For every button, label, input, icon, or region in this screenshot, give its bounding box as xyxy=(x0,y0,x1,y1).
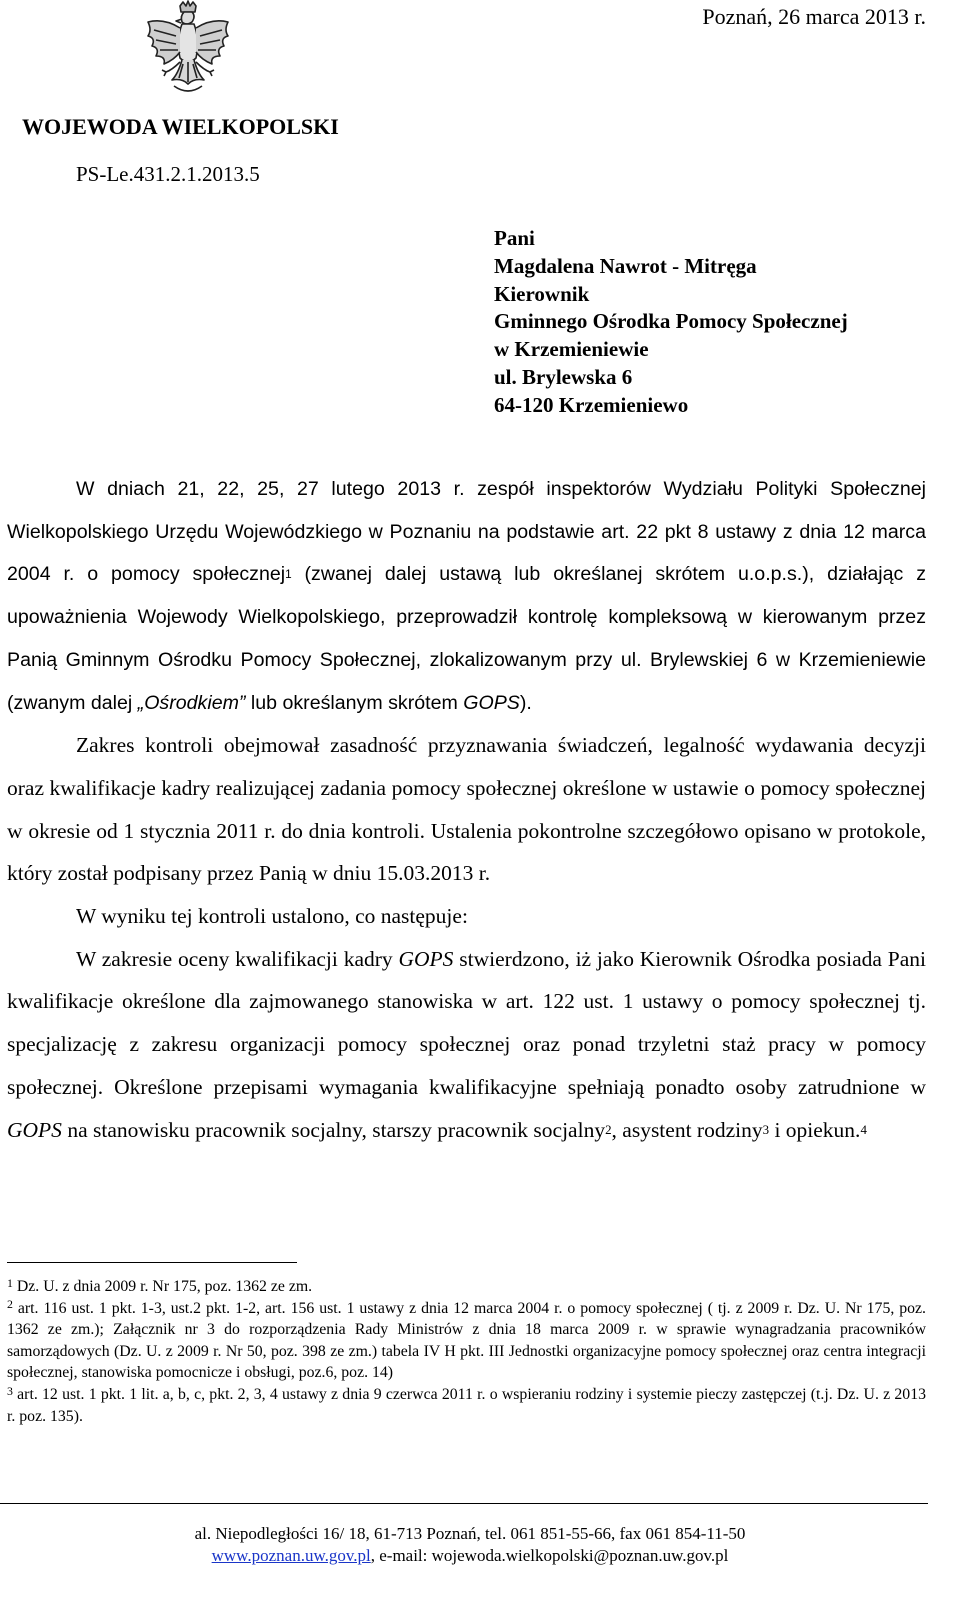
addressee-line: Magdalena Nawrot - Mitręga xyxy=(494,253,757,278)
footer-divider xyxy=(0,1503,928,1504)
letter-date: Poznań, 26 marca 2013 r. xyxy=(702,4,926,29)
term-osrodek: „Ośrodkiem” xyxy=(137,691,246,714)
paragraph-findings-intro: W wyniku tej kontroli ustalono, co następuje: xyxy=(76,904,468,929)
footnote-ref: 2 xyxy=(605,1122,612,1137)
reference-number: PS-Le.431.2.1.2013.5 xyxy=(76,162,260,186)
footnote-ref: 4 xyxy=(860,1122,867,1137)
footnote-ref: 1 xyxy=(285,568,292,582)
footnotes xyxy=(7,1276,926,1427)
footnote: $^2$ art. 116 ust. 1 pkt. 1-3, ust.2 pkt. 1-2, art. 156 ust. 1 ustawy z dnia 12 marca 2004 r. o pomocy społecznej ( tj. z 2009 r. Dz. U. Nr 175, poz. 1362 ze zm.); Załącznik nr 3 do rozporządzenia Rady Ministrów z dnia 18 marca 2009 r. w sprawie wynagradzania pracowników samorządowych (Dz. U. z 2009 r. Nr 50, poz. 398 ze zm.) tabela IV H pkt. III Jednostki organizacyjne pomocy społecznej oraz centra integracji społecznej, stanowiska pomocnicze i obsługi, poz.6, poz. 14) xyxy=(7,1297,926,1382)
footnote-ref: 3 xyxy=(762,1122,770,1137)
footnote: $^1$ Dz. U. z dnia 2009 r. Nr 175, poz. 1362 ze zm. xyxy=(7,1275,313,1295)
addressee-line: ul. Brylewska 6 xyxy=(494,364,633,389)
term-gops: GOPS xyxy=(398,946,454,971)
addressee-line: Kierownik xyxy=(494,281,590,306)
website-link[interactable]: www.poznan.uw.gov.pl xyxy=(211,1546,371,1565)
letter-body xyxy=(7,468,926,1151)
addressee-line: w Krzemieniewie xyxy=(494,337,649,362)
paragraph-intro: W dniach 21, 22, 25, 27 lutego 2013 r. zespół inspektorów Wydziału Polityki Społecznej Wielkopolskiego Urzędu Wojewódzkiego w Poznaniu na podstawie art. 22 pkt 8 ustawy z dnia 12 marca 2004 r. o pomocy społecznej$^1$ (zwanej dalej ustawą lub określanej skrótem u.o.p.s.), działając z upoważnienia Wojewody Wielkopolskiego, przeprowadził kontrolę kompleksową w kierowanym przez Panią Gminnym Ośrodku Pomocy Społecznej, zlokalizowanym przy ul. Brylewskiej 6 w Krzemieniewie (zwanym dalej „Ośrodkiem” lub określanym skrótem GOPS). xyxy=(7,478,926,714)
addressee-block xyxy=(494,225,848,420)
paragraph-scope: Zakres kontroli obejmował zasadność przyznawania świadczeń, legalność wydawania decyzji oraz kwalifikacje kadry realizującej zadania pomocy społecznej określone w ustawie o pomocy społecznej w okresie od 1 stycznia 2011 r. do dnia kontroli. Ustalenia pokontrolne szczegółowo opisano w protokole, który został podpisany przez Panią w dniu 15.03.2013 r. xyxy=(7,733,926,886)
footer-address: al. Niepodległości 16/ 18, 61-713 Poznań, tel. 061 851-55-66, fax 061 854-11-50 xyxy=(194,1524,746,1543)
footer-web-email xyxy=(0,1545,940,1567)
footnote-divider xyxy=(7,1262,297,1263)
term-gops: GOPS xyxy=(463,691,520,714)
addressee-line: Gminnego Ośrodka Pomocy Społecznej xyxy=(494,309,848,334)
polish-eagle-emblem-icon xyxy=(142,0,234,104)
paragraph-qualifications: W zakresie oceny kwalifikacji kadry GOPS stwierdzono, iż jako Kierownik Ośrodka posiada Pani kwalifikacje określone dla zajmowanego stanowiska w art. 122 ust. 1 ustawy o pomocy społecznej tj. specjalizację z zakresu organizacji pomocy społecznej oraz ponad trzyletni staż pracy w pomocy społecznej. Określone przepisami wymagania kwalifikacyjne spełniają ponadto osoby zatrudnione w GOPS na stanowisku pracownik socjalny, starszy pracownik socjalny$^2$, asystent rodziny$^3$ i opiekun.$^4$ xyxy=(7,946,926,1142)
addressee-line: 64-120 Krzemieniewo xyxy=(494,392,689,417)
footer-contact xyxy=(0,1523,940,1567)
term-gops: GOPS xyxy=(7,1117,62,1142)
footnote: $^3$ art. 12 ust. 1 pkt. 1 lit. a, b, c, pkt. 2, 3, 4 ustawy z dnia 9 czerwca 2011 r. o wspieraniu rodziny i systemie pieczy zastępczej (t.j. Dz. U. z 2013 r. poz. 135). xyxy=(7,1383,926,1425)
email-text: , e-mail: wojewoda.wielkopolski@poznan.uw.gov.pl xyxy=(370,1546,729,1565)
issuing-authority: WOJEWODA WIELKOPOLSKI xyxy=(22,114,339,139)
addressee-line: Pani xyxy=(494,226,535,250)
